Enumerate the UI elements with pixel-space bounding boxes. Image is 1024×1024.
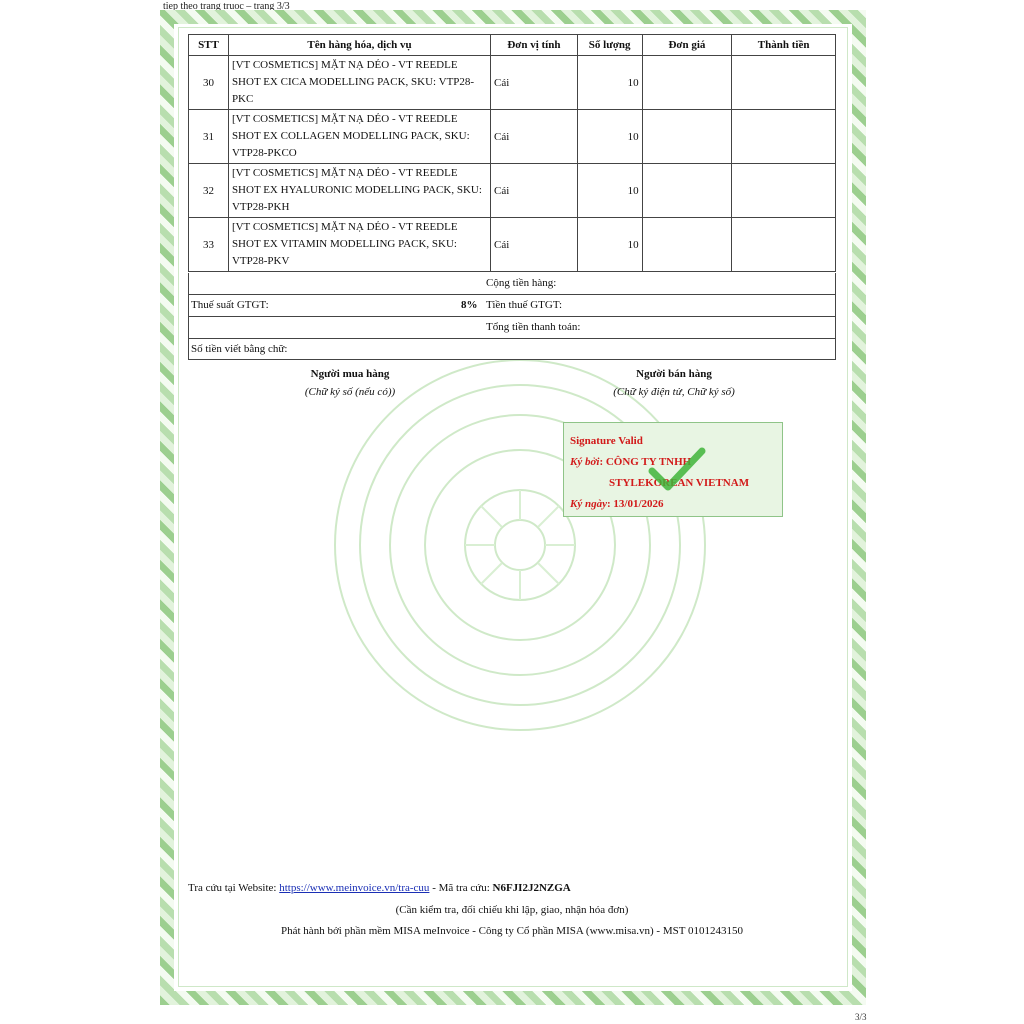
page-number: 3/3: [855, 1012, 867, 1022]
table-row: [189, 218, 836, 272]
signed-by-company-line1: CÔNG TY TNHH: [605, 456, 692, 468]
row-stt: 33: [189, 218, 229, 272]
check-note: (Cần kiểm tra, đối chiếu khi lập, giao, nhận hóa đơn): [395, 904, 629, 916]
signed-date: 13/01/2026: [613, 498, 664, 510]
row-stt: 32: [189, 164, 229, 218]
lookup-code: N6FJI2J2NZGA: [492, 882, 571, 894]
buyer-note: (Chữ ký số (nếu có)): [304, 386, 396, 398]
row-qty: 10: [577, 218, 642, 272]
vat-rate-value: 8%: [461, 299, 478, 311]
issuer-line: Phát hành bởi phần mềm MISA meInvoice - Công ty Cổ phần MISA (www.misa.vn) - MST 0101243150: [281, 925, 743, 937]
vat-row: [189, 294, 835, 316]
row-unit: Cái: [491, 218, 578, 272]
buyer-signature-block: [290, 368, 410, 398]
col-price-header: Đơn giá: [642, 35, 732, 56]
vat-amount-label: Tiền thuế GTGT:: [486, 299, 563, 311]
signed-by-line: Ký bởi: CÔNG TY TNHH: [570, 456, 692, 468]
col-name-header: Tên hàng hóa, dịch vụ: [228, 35, 490, 56]
buyer-title: Người mua hàng: [310, 368, 390, 380]
row-price: [642, 110, 732, 164]
row-price: [642, 218, 732, 272]
col-stt-header: STT: [189, 35, 229, 56]
row-total: [732, 56, 836, 110]
grand-total-row: [189, 316, 835, 338]
row-stt: 30: [189, 56, 229, 110]
row-qty: 10: [577, 164, 642, 218]
seller-title: Người bán hàng: [636, 368, 712, 380]
signed-by-company-line2: STYLEKOREAN VIETNAM: [609, 477, 750, 489]
col-qty-header: Số lượng: [577, 35, 642, 56]
row-name: [VT COSMETICS] MẶT NẠ DẺO - VT REEDLE SHOT EX CICA MODELLING PACK, SKU: VTP28-PKC: [228, 56, 490, 110]
invoice-items-table: [188, 34, 836, 272]
col-total-header: Thành tiền: [732, 35, 836, 56]
invoice-summary: [188, 273, 836, 360]
row-price: [642, 164, 732, 218]
table-row: [189, 56, 836, 110]
row-unit: Cái: [491, 110, 578, 164]
table-row: [189, 110, 836, 164]
row-name: [VT COSMETICS] MẶT NẠ DẺO - VT REEDLE SHOT EX COLLAGEN MODELLING PACK, SKU: VTP28-PKCO: [228, 110, 490, 164]
row-unit: Cái: [491, 164, 578, 218]
row-name: [VT COSMETICS] MẶT NẠ DẺO - VT REEDLE SHOT EX VITAMIN MODELLING PACK, SKU: VTP28-PKV: [228, 218, 490, 272]
signed-by-label: Ký bởi: [570, 456, 600, 468]
signature-status: Signature Valid: [570, 435, 643, 447]
row-total: [732, 218, 836, 272]
row-unit: Cái: [491, 56, 578, 110]
row-total: [732, 164, 836, 218]
signed-date-label: Ký ngày: [570, 498, 607, 510]
row-qty: 10: [577, 110, 642, 164]
row-total: [732, 110, 836, 164]
row-stt: 31: [189, 110, 229, 164]
table-row: [189, 164, 836, 218]
grand-total-label: Tổng tiền thanh toán:: [486, 321, 581, 333]
in-words-label: Số tiền viết bằng chữ:: [191, 343, 288, 355]
signed-date-line: Ký ngày: 13/01/2026: [570, 498, 664, 510]
row-price: [642, 56, 732, 110]
digital-signature-box: [563, 422, 783, 517]
row-qty: 10: [577, 56, 642, 110]
page-header-note: tiep theo trang truoc – trang 3/3: [163, 1, 290, 12]
table-header-row: [189, 35, 836, 56]
subtotal-label: Cộng tiền hàng:: [486, 277, 557, 289]
vat-rate-label: Thuế suất GTGT:: [191, 299, 269, 311]
lookup-line: [188, 882, 836, 894]
lookup-prefix: Tra cứu tại Website:: [188, 882, 277, 894]
lookup-code-label: - Mã tra cứu:: [429, 882, 490, 894]
row-name: [VT COSMETICS] MẶT NẠ DẺO - VT REEDLE SHOT EX HYALURONIC MODELLING PACK, SKU: VTP28-PKH: [228, 164, 490, 218]
col-unit-header: Đơn vị tính: [491, 35, 578, 56]
checkmark-icon: [648, 447, 706, 493]
subtotal-row: [189, 273, 835, 294]
seller-signature-block: [594, 368, 754, 398]
lookup-link[interactable]: https://www.meinvoice.vn/tra-cuu: [279, 882, 430, 894]
in-words-row: [189, 338, 835, 359]
seller-note: (Chữ ký điện tử, Chữ ký số): [613, 386, 735, 398]
